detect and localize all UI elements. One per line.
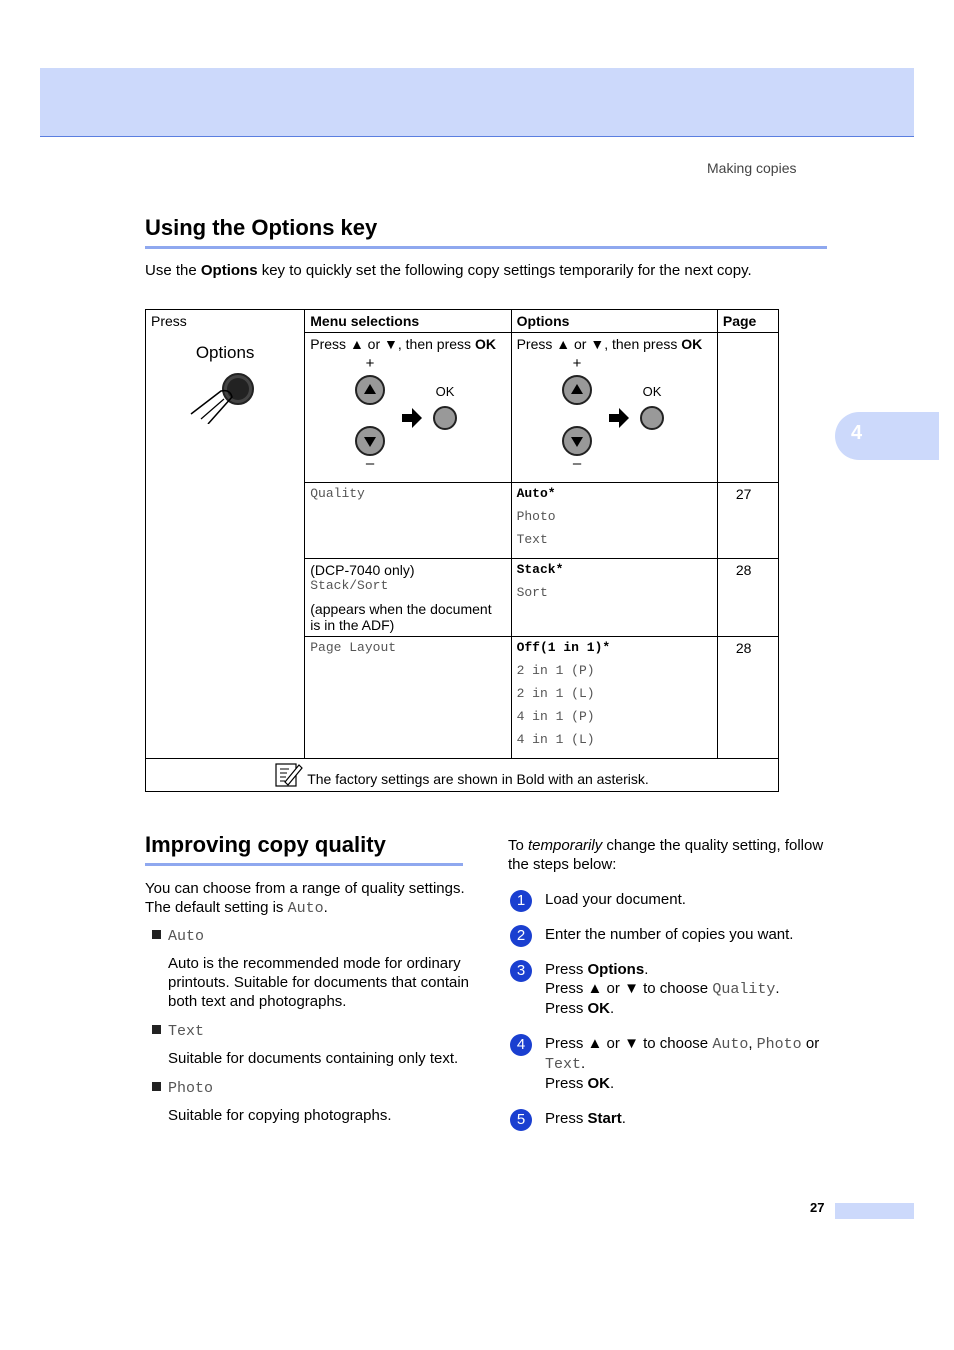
ok-label: OK	[435, 384, 455, 399]
plus-sign: +	[365, 356, 375, 372]
section-rule	[145, 863, 463, 866]
section-intro: Use the Options key to quickly set the following copy settings temporarily for the next copy.	[145, 262, 752, 279]
minus-sign: –	[366, 455, 375, 466]
page-stack-sort: 28	[717, 559, 778, 637]
note-icon	[275, 762, 303, 788]
up-arrow-icon: ▲	[587, 1035, 603, 1052]
steps-intro: To temporarily change the quality setting, follow the steps below:	[508, 837, 824, 873]
table-row-quality: Quality	[305, 483, 511, 559]
page-number: 27	[810, 1200, 825, 1215]
step-1: 1 Load your document.	[508, 890, 838, 909]
bullet-description: Suitable for copying photographs.	[168, 1107, 392, 1124]
section-title: Using the Options key	[145, 215, 378, 240]
menu-instruction-cell	[305, 333, 511, 483]
quality-description	[145, 879, 470, 1125]
up-arrow-icon: ▲	[587, 980, 603, 997]
options-instruction: Press ▲ or ▼, then press OK	[516, 336, 703, 352]
bullet-description: Suitable for documents containing only text.	[168, 1050, 459, 1067]
options-stack-sort: Stack* Sort	[511, 559, 717, 637]
list-item: Auto	[145, 926, 470, 946]
page-page-layout: 28	[717, 637, 778, 759]
options-instruction-cell	[511, 333, 717, 483]
running-header: Making copies	[707, 160, 797, 176]
menu-instruction: Press ▲ or ▼, then press OK	[310, 336, 496, 352]
header-band	[40, 68, 914, 137]
options-quality: Auto* Photo Text	[511, 483, 717, 559]
table-row-stack-sort: (DCP-7040 only) Stack/Sort (appears when the document is in the ADF)	[305, 559, 511, 637]
quality-intro: You can choose from a range of quality settings. The default setting is Auto.	[145, 880, 465, 917]
header-options: Options	[511, 310, 717, 333]
header-page: Page	[717, 310, 778, 333]
page-blank-cell	[717, 333, 778, 483]
header-menu: Menu selections	[305, 310, 511, 333]
page-quality: 27	[717, 483, 778, 559]
table-row-page-layout: Page Layout	[305, 637, 511, 759]
chapter-number: 4	[851, 422, 863, 444]
down-arrow-icon: ▼	[384, 336, 398, 352]
plus-sign: +	[572, 356, 581, 372]
section-rule	[145, 246, 827, 249]
note-row	[146, 759, 779, 792]
press-cell	[146, 310, 305, 759]
section-title-quality: Improving copy quality	[145, 832, 386, 857]
keypad-diagram	[547, 356, 697, 466]
chapter-tab	[835, 412, 939, 460]
note-text: The factory settings are shown in Bold with an asterisk.	[307, 771, 649, 787]
up-arrow-icon: ▲	[349, 336, 364, 352]
step-2: 2 Enter the number of copies you want.	[508, 925, 838, 944]
down-arrow-icon: ▼	[624, 980, 639, 997]
down-arrow-icon: ▼	[590, 336, 605, 352]
step-3: 3 Press Options. Press ▲ or ▼ to choose Quality. Press OK.	[508, 960, 838, 1018]
up-arrow-icon: ▲	[556, 336, 571, 352]
list-item: Photo	[145, 1078, 470, 1098]
step-4: 4 Press ▲ or ▼ to choose Auto, Photo or Text. Press OK.	[508, 1034, 838, 1093]
ok-label: OK	[642, 384, 661, 399]
options-key-label: Options	[195, 343, 255, 362]
page-number-bar	[835, 1203, 914, 1219]
step-5: 5 Press Start.	[508, 1109, 838, 1128]
list-item: Text	[145, 1021, 470, 1041]
down-arrow-icon: ▼	[624, 1035, 639, 1052]
steps-column	[508, 836, 838, 1128]
minus-sign: –	[572, 455, 581, 466]
options-page-layout: Off(1 in 1)* 2 in 1 (P) 2 in 1 (L) 4 in 1 (P) 4 in 1 (L)	[511, 637, 717, 759]
finger-press-icon	[186, 369, 276, 424]
keypad-diagram	[340, 356, 490, 466]
header-press: Press	[151, 313, 187, 329]
options-table	[145, 309, 779, 792]
bullet-description: Auto is the recommended mode for ordinary printouts. Suitable for documents that contain both text and photographs.	[168, 955, 470, 1010]
